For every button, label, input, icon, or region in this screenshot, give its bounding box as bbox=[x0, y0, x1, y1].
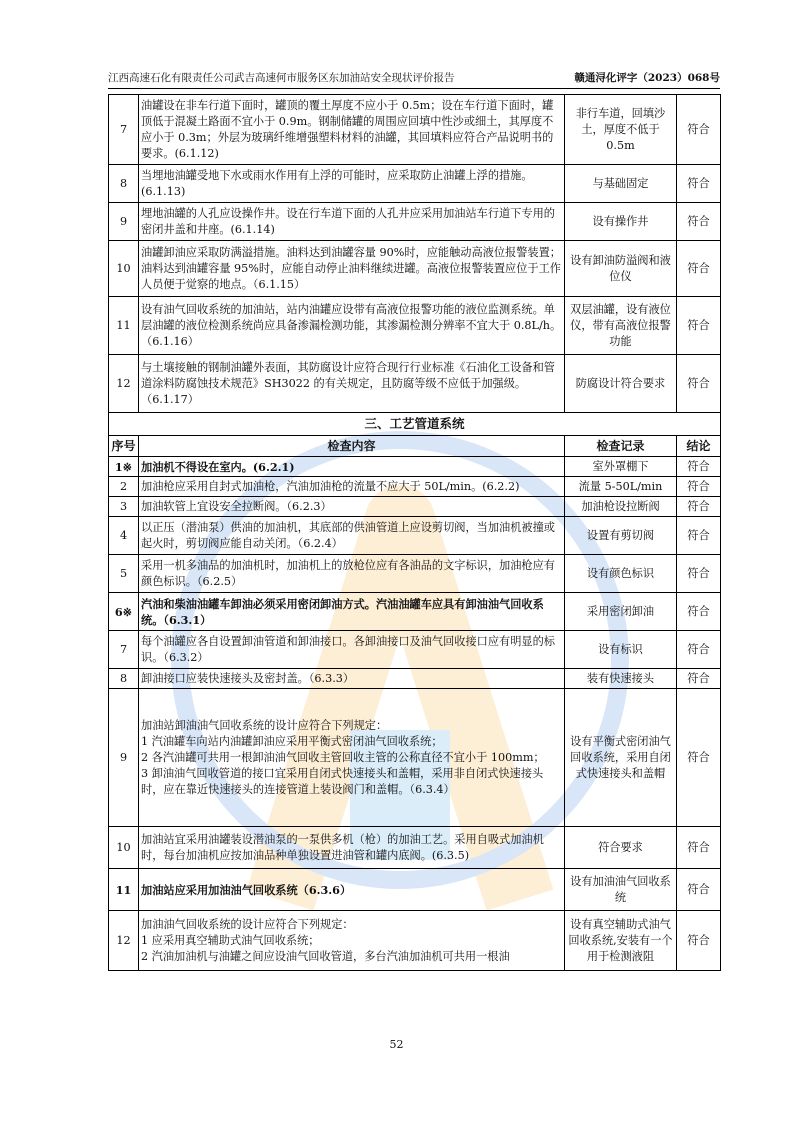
row-record: 采用密闭卸油 bbox=[565, 593, 677, 631]
row-number: 5 bbox=[109, 555, 139, 593]
table-row bbox=[109, 689, 721, 827]
row-record: 设有真空辅助式油气回收系统,安装有一个用于检测液阻 bbox=[565, 911, 677, 971]
row-number: 8 bbox=[109, 165, 139, 203]
row-number: 1※ bbox=[109, 457, 139, 477]
row-record: 与基础固定 bbox=[565, 165, 677, 203]
row-record: 设有标识 bbox=[565, 631, 677, 669]
header-result: 结论 bbox=[677, 436, 721, 457]
row-result: 符合 bbox=[677, 869, 721, 911]
header-record: 检查记录 bbox=[565, 436, 677, 457]
header-report-title: 江西高速石化有限责任公司武吉高速何市服务区东加油站安全现状评价报告 bbox=[108, 72, 455, 84]
section-row bbox=[109, 413, 721, 436]
row-record: 非行车道，回填沙土，厚度不低于 0.5m bbox=[565, 95, 677, 165]
row-result: 符合 bbox=[677, 555, 721, 593]
row-content: 当埋地油罐受地下水或雨水作用有上浮的可能时，应采取防止油罐上浮的措施。(6.1.13) bbox=[139, 165, 565, 203]
table-row bbox=[109, 555, 721, 593]
table-row bbox=[109, 165, 721, 203]
row-number: 10 bbox=[109, 827, 139, 869]
row-result: 符合 bbox=[677, 241, 721, 297]
table-header-row bbox=[109, 436, 721, 457]
row-content: 加油站应采用加油油气回收系统（6.3.6） bbox=[139, 869, 565, 911]
row-content: 以正压（潜油泵）供油的加油机，其底部的供油管道上应设剪切阀，当加油机被撞或起火时，剪切阀应能自动关闭。（6.2.4） bbox=[139, 517, 565, 555]
row-result: 符合 bbox=[677, 631, 721, 669]
row-number: 4 bbox=[109, 517, 139, 555]
row-result: 符合 bbox=[677, 477, 721, 497]
row-result: 符合 bbox=[677, 457, 721, 477]
row-result: 符合 bbox=[677, 95, 721, 165]
row-content: 油罐卸油应采取防满溢措施。油料达到油罐容量 90%时，应能触动高液位报警装置；油料达到油罐容量 95%时，应能自动停止油料继续进罐。高液位报警装置应位于工作人员便于觉察的地点。（6.1.15） bbox=[139, 241, 565, 297]
row-content: 加油站卸油油气回收系统的设计应符合下列规定： 1 汽油罐车向站内油罐卸油应采用平衡式密闭油气回收系统； 2 各汽油罐可共用一根卸油油气回收主管回收主管的公称直径不宜小于 100mm； 3 卸油油气回收管道的接口宜采用自闭式快速接头和盖帽，采用非自闭式快速接头时，应在靠近快速接头的连接管道上装设阀门和盖帽。（6.3.4） bbox=[139, 689, 565, 827]
table-row bbox=[109, 631, 721, 669]
row-record: 防腐设计符合要求 bbox=[565, 355, 677, 413]
table-row bbox=[109, 355, 721, 413]
row-record: 加油枪设拉断阀 bbox=[565, 497, 677, 517]
row-result: 符合 bbox=[677, 297, 721, 355]
row-record: 设有操作井 bbox=[565, 203, 677, 241]
row-record: 符合要求 bbox=[565, 827, 677, 869]
row-number: 12 bbox=[109, 355, 139, 413]
row-number: 7 bbox=[109, 95, 139, 165]
row-number: 10 bbox=[109, 241, 139, 297]
table-row bbox=[109, 477, 721, 497]
row-record: 设有加油油气回收系统 bbox=[565, 869, 677, 911]
row-content: 油罐设在非车行道下面时，罐顶的覆土厚度不应小于 0.5m；设在车行道下面时，罐顶低于混凝土路面不宜小于 0.9m。钢制储罐的周围应回填中性沙或细土，其厚度不应小于 0.3m；外层为玻璃纤维增强塑料材料的油罐，其回填料应符合产品说明书的要求。(6.1.12) bbox=[139, 95, 565, 165]
row-content: 加油机不得设在室内。(6.2.1) bbox=[139, 457, 565, 477]
row-content: 采用一机多油品的加油机时，加油机上的放枪位应有各油品的文字标识，加油枪应有颜色标识。（6.2.5） bbox=[139, 555, 565, 593]
row-record: 设有颜色标识 bbox=[565, 555, 677, 593]
row-result: 符合 bbox=[677, 669, 721, 689]
row-result: 符合 bbox=[677, 165, 721, 203]
row-result: 符合 bbox=[677, 911, 721, 971]
row-content: 加油站宜采用油罐装设潜油泵的一泵供多机（枪）的加油工艺。采用自吸式加油机时，每台加油机应按加油品种单独设置进油管和罐内底阀。(6.3.5) bbox=[139, 827, 565, 869]
row-result: 符合 bbox=[677, 203, 721, 241]
page-header bbox=[108, 70, 720, 86]
row-number: 7 bbox=[109, 631, 139, 669]
row-record: 设置有剪切阀 bbox=[565, 517, 677, 555]
row-number: 3 bbox=[109, 497, 139, 517]
row-content: 加油油气回收系统的设计应符合下列规定： 1 应采用真空辅助式油气回收系统； 2 汽油加油机与油罐之间应设油气回收管道，多台汽油加油机可共用一根油 bbox=[139, 911, 565, 971]
table-row bbox=[109, 669, 721, 689]
page-number: 52 bbox=[389, 1038, 404, 1051]
table-row bbox=[109, 869, 721, 911]
row-result: 符合 bbox=[677, 355, 721, 413]
row-result: 符合 bbox=[677, 593, 721, 631]
table-row bbox=[109, 827, 721, 869]
row-content: 卸油接口应装快速接头及密封盖。（6.3.3） bbox=[139, 669, 565, 689]
row-record: 装有快速接头 bbox=[565, 669, 677, 689]
row-content: 设有油气回收系统的加油站，站内油罐应设带有高液位报警功能的液位监测系统。单层油罐的液位检测系统尚应具备渗漏检测功能，其渗漏检测分辨率不宜大于 0.8L/h。（6.1.16） bbox=[139, 297, 565, 355]
row-number: 8 bbox=[109, 669, 139, 689]
row-content: 埋地油罐的人孔应设操作井。设在行车道下面的人孔井应采用加油站车行道下专用的密闭井盖和井座。(6.1.14) bbox=[139, 203, 565, 241]
inspection-table bbox=[108, 94, 721, 971]
row-content: 每个油罐应各自设置卸油管道和卸油接口。各卸油接口及油气回收接口应有明显的标识。（6.3.2） bbox=[139, 631, 565, 669]
row-result: 符合 bbox=[677, 827, 721, 869]
header-content: 检查内容 bbox=[139, 436, 565, 457]
row-result: 符合 bbox=[677, 689, 721, 827]
table-row bbox=[109, 457, 721, 477]
table-row bbox=[109, 593, 721, 631]
row-number: 11 bbox=[109, 869, 139, 911]
row-number: 6※ bbox=[109, 593, 139, 631]
row-record: 室外罩棚下 bbox=[565, 457, 677, 477]
row-record: 设有平衡式密闭油气回收系统，采用自闭式快速接头和盖帽 bbox=[565, 689, 677, 827]
table-row bbox=[109, 517, 721, 555]
table-row bbox=[109, 241, 721, 297]
row-number: 2 bbox=[109, 477, 139, 497]
row-content: 加油软管上宜设安全拉断阀。（6.2.3） bbox=[139, 497, 565, 517]
header-no: 序号 bbox=[109, 436, 139, 457]
header-report-code: 赣通浔化评字（2023）068号 bbox=[574, 72, 720, 84]
row-result: 符合 bbox=[677, 517, 721, 555]
row-record: 双层油罐，设有液位仪，带有高液位报警功能 bbox=[565, 297, 677, 355]
section-title: 三、工艺管道系统 bbox=[109, 413, 721, 436]
row-record: 流量 5-50L/min bbox=[565, 477, 677, 497]
table-row bbox=[109, 497, 721, 517]
row-number: 9 bbox=[109, 689, 139, 827]
table-row bbox=[109, 297, 721, 355]
row-content: 与土壤接触的钢制油罐外表面，其防腐设计应符合现行行业标准《石油化工设备和管道涂料防腐蚀技术规范》SH3022 的有关规定，且防腐等级不应低于加强级。（6.1.17） bbox=[139, 355, 565, 413]
row-content: 加油枪应采用自封式加油枪，汽油加油枪的流量不应大于 50L/min。(6.2.2) bbox=[139, 477, 565, 497]
table-row bbox=[109, 203, 721, 241]
table-row bbox=[109, 95, 721, 165]
header-rule bbox=[108, 88, 720, 89]
row-number: 11 bbox=[109, 297, 139, 355]
row-number: 9 bbox=[109, 203, 139, 241]
table-row bbox=[109, 911, 721, 971]
row-result: 符合 bbox=[677, 497, 721, 517]
row-number: 12 bbox=[109, 911, 139, 971]
row-record: 设有卸油防溢阀和液位仪 bbox=[565, 241, 677, 297]
row-content: 汽油和柴油油罐车卸油必须采用密闭卸油方式。汽油油罐车应具有卸油油气回收系统。（6.3.1） bbox=[139, 593, 565, 631]
